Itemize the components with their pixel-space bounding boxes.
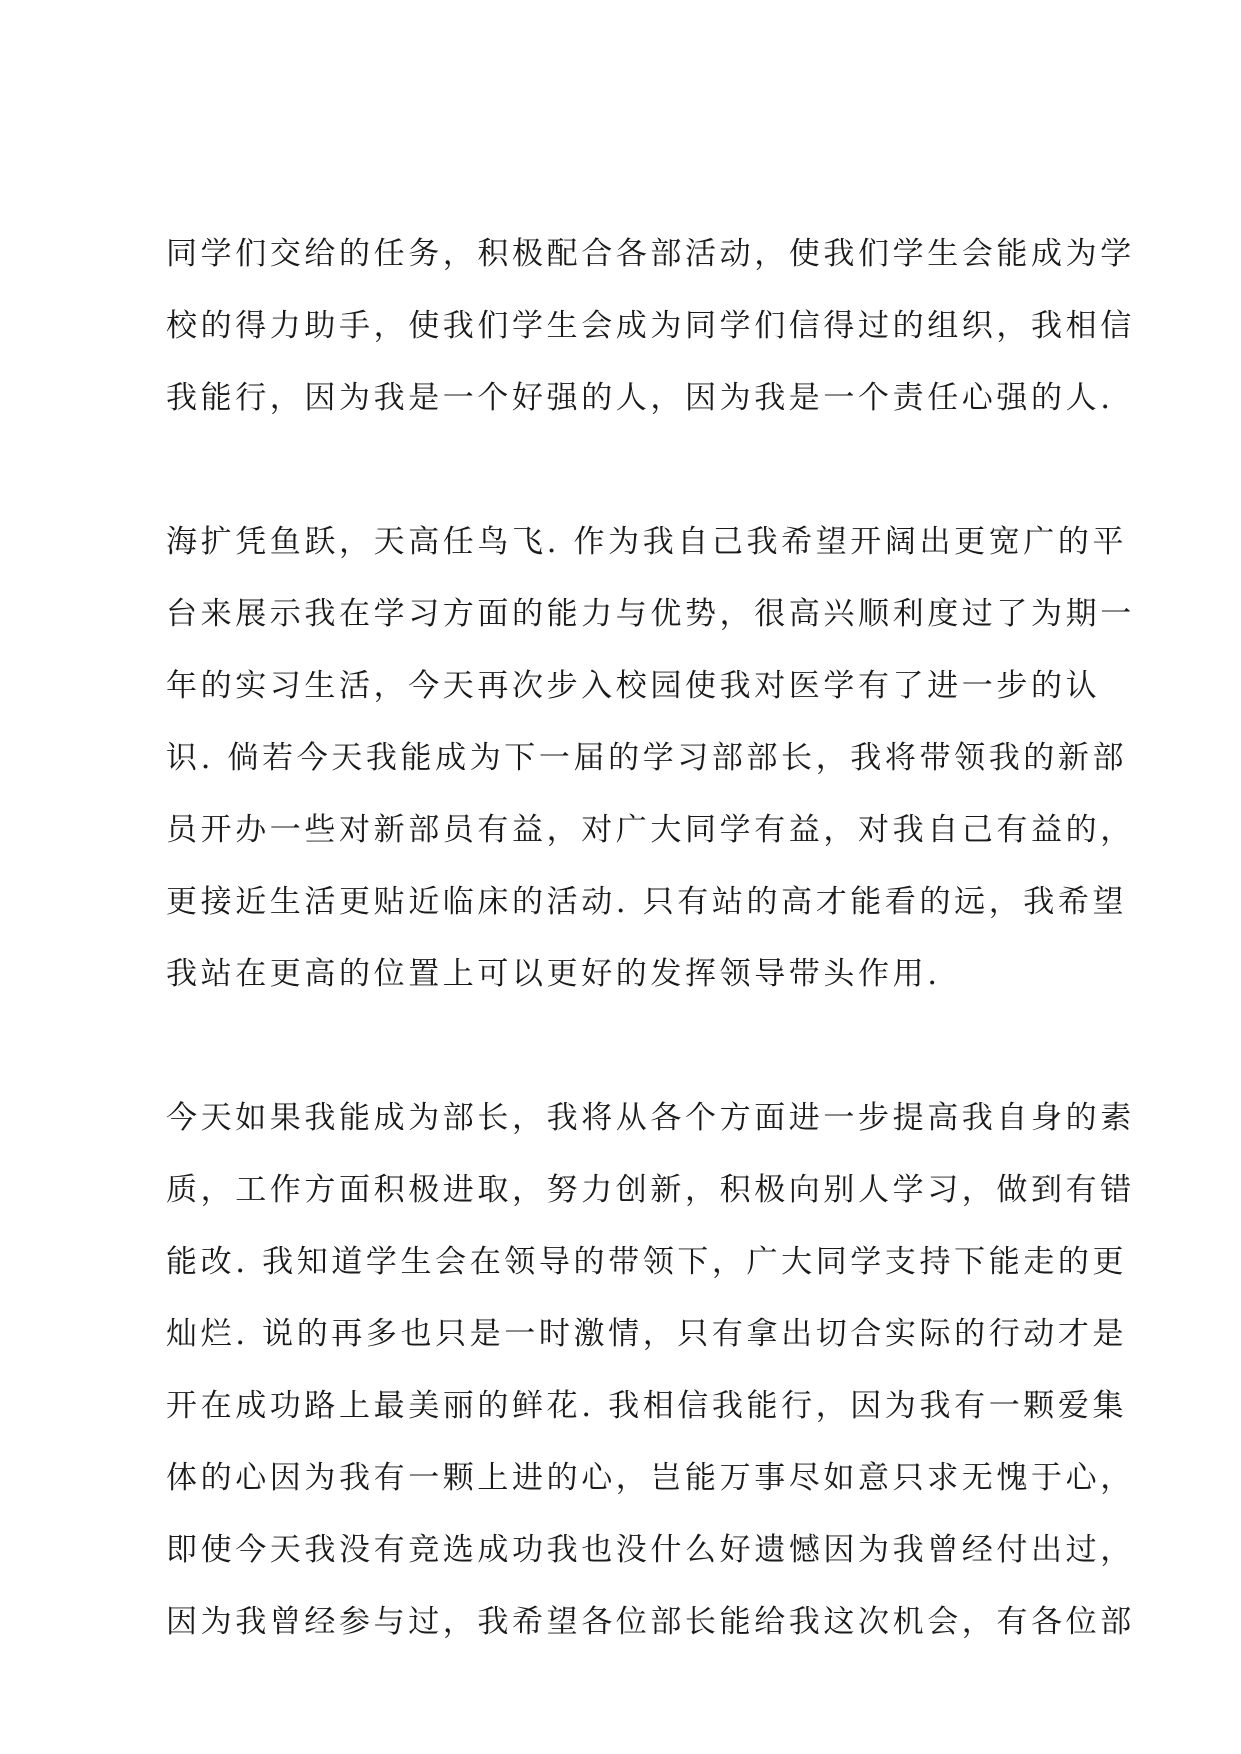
text-line: 同学们交给的任务，积极配合各部活动，使我们学生会能成为学	[166, 236, 1135, 272]
text-line: 质，工作方面积极进取，努力创新，积极向别人学习，做到有错	[166, 1172, 1135, 1208]
text-line: 能改. 我知道学生会在领导的带领下，广大同学支持下能走的更	[166, 1244, 1128, 1280]
document-body	[166, 218, 1135, 1658]
text-line: 台来展示我在学习方面的能力与优势，很高兴顺利度过了为期一	[166, 596, 1135, 632]
paragraph	[166, 1082, 1135, 1658]
text-line: 海扩凭鱼跃，天高任鸟飞. 作为我自己我希望开阔出更宽广的平	[166, 524, 1128, 560]
text-line: 即使今天我没有竞选成功我也没什么好遗憾因为我曾经付出过，	[166, 1532, 1135, 1568]
paragraph	[166, 218, 1135, 434]
text-line: 我能行，因为我是一个好强的人，因为我是一个责任心强的人.	[166, 380, 1114, 416]
paragraph	[166, 506, 1135, 1010]
text-line: 体的心因为我有一颗上进的心，岂能万事尽如意只求无愧于心，	[166, 1460, 1135, 1496]
text-line: 年的实习生活，今天再次步入校园使我对医学有了进一步的认	[166, 668, 1101, 704]
text-line: 员开办一些对新部员有益，对广大同学有益，对我自己有益的，	[166, 812, 1135, 848]
text-line: 识. 倘若今天我能成为下一届的学习部部长，我将带领我的新部	[166, 740, 1128, 776]
text-line: 今天如果我能成为部长，我将从各个方面进一步提高我自身的素	[166, 1100, 1135, 1136]
text-line: 开在成功路上最美丽的鲜花. 我相信我能行，因为我有一颗爱集	[166, 1388, 1128, 1424]
text-line: 我站在更高的位置上可以更好的发挥领导带头作用.	[166, 956, 941, 992]
text-line: 更接近生活更贴近临床的活动. 只有站的高才能看的远，我希望	[166, 884, 1128, 920]
text-line: 因为我曾经参与过，我希望各位部长能给我这次机会，有各位部	[166, 1604, 1135, 1640]
text-line: 灿烂. 说的再多也只是一时激情，只有拿出切合实际的行动才是	[166, 1316, 1128, 1352]
text-line: 校的得力助手，使我们学生会成为同学们信得过的组织，我相信	[166, 308, 1135, 344]
